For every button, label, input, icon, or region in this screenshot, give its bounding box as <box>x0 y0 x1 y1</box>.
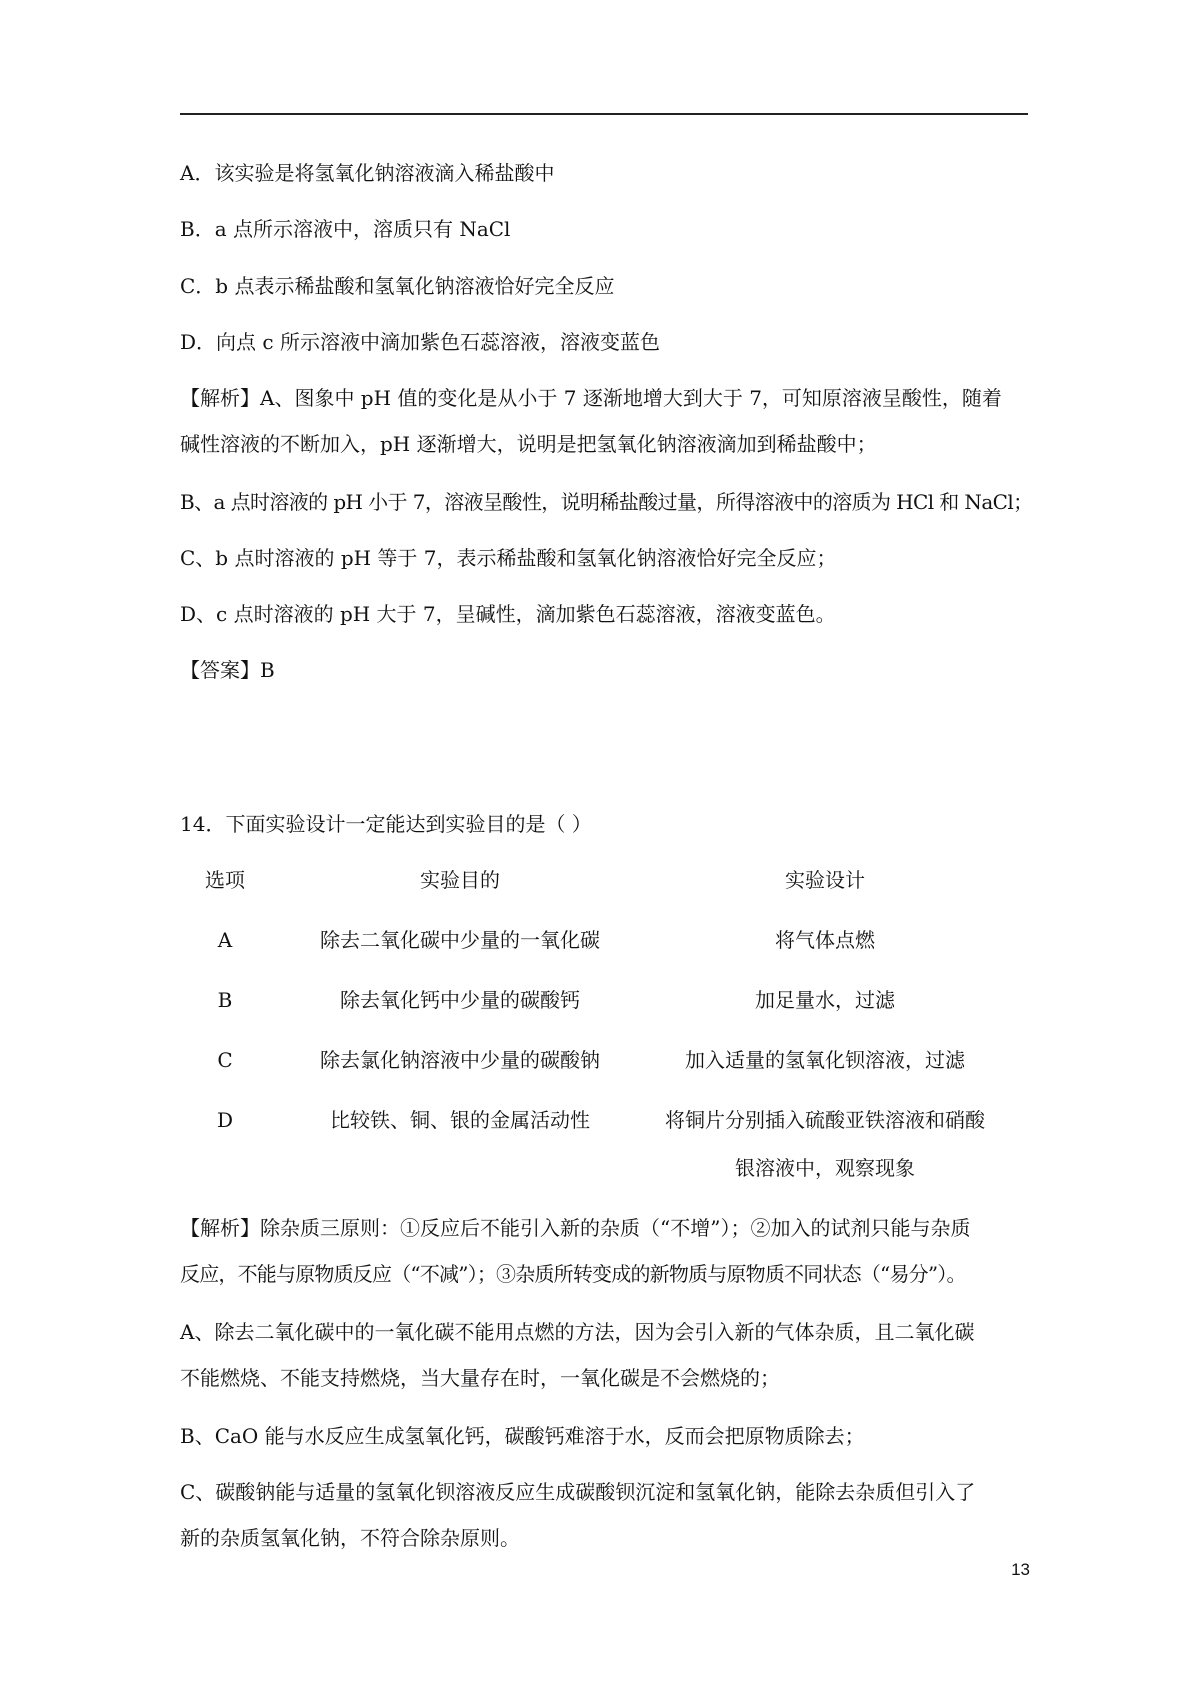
table-cell-design: 将气体点燃 <box>775 928 875 952</box>
table-cell-purpose: 除去氧化钙中少量的碳酸钙 <box>340 988 580 1012</box>
q13-analysis-line: C、b 点时溶液的 pH 等于 7，表示稀盐酸和氢氧化钠溶液恰好完全反应； <box>180 546 837 570</box>
q14-analysis-line: B、CaO 能与水反应生成氢氧化钙，碳酸钙难溶于水，反而会把原物质除去； <box>180 1424 865 1448</box>
page-number: 13 <box>1011 1560 1030 1579</box>
q13-analysis-line: 碱性溶液的不断加入，pH 逐渐增大，说明是把氢氧化钠溶液滴加到稀盐酸中； <box>180 432 877 456</box>
q13-analysis-line: D、c 点时溶液的 pH 大于 7，呈碱性，滴加紫色石蕊溶液，溶液变蓝色。 <box>180 602 836 626</box>
table-cell-purpose: 除去二氧化碳中少量的一氧化碳 <box>320 928 600 952</box>
q13-option-a: A．该实验是将氢氧化钠溶液滴入稀盐酸中 <box>180 161 555 185</box>
table-cell-option: A <box>217 928 233 952</box>
q14-stem: 14．下面实验设计一定能达到实验目的是（ ） <box>180 812 592 836</box>
q14-analysis-line: C、碳酸钠能与适量的氢氧化钡溶液反应生成碳酸钡沉淀和氢氧化钠，能除去杂质但引入了 <box>180 1480 976 1504</box>
table-cell-design: 银溶液中，观察现象 <box>735 1156 915 1180</box>
table-cell-option: C <box>217 1048 233 1072</box>
table-header-option: 选项 <box>205 868 245 892</box>
table-header-purpose: 实验目的 <box>420 868 500 892</box>
header-rule <box>180 113 1028 115</box>
table-cell-option: B <box>217 988 233 1012</box>
table-header-design: 实验设计 <box>785 868 865 892</box>
table-cell-design: 加足量水，过滤 <box>755 988 895 1012</box>
q13-analysis-line: 【解析】A、图象中 pH 值的变化是从小于 7 逐渐地增大到大于 7，可知原溶液呈酸性，随着 <box>180 386 1002 410</box>
q14-analysis-line: 不能燃烧、不能支持燃烧，当大量存在时，一氧化碳是不会燃烧的； <box>180 1366 780 1390</box>
q13-option-b: B．a 点所示溶液中，溶质只有 NaCl <box>180 217 511 241</box>
table-cell-design: 加入适量的氢氧化钡溶液，过滤 <box>685 1048 965 1072</box>
table-cell-design: 将铜片分别插入硫酸亚铁溶液和硝酸 <box>665 1108 985 1132</box>
table-cell-option: D <box>216 1108 234 1132</box>
q13-option-c: C．b 点表示稀盐酸和氢氧化钠溶液恰好完全反应 <box>180 274 615 298</box>
q14-analysis-line: 反应，不能与原物质反应（“不减”）；③杂质所转变成的新物质与原物质不同状态（“易分”）。 <box>180 1262 966 1286</box>
q13-answer: 【答案】B <box>180 658 275 682</box>
table-cell-purpose: 除去氯化钠溶液中少量的碳酸钠 <box>320 1048 600 1072</box>
table-cell-purpose: 比较铁、铜、银的金属活动性 <box>330 1108 590 1132</box>
q13-option-d: D．向点 c 所示溶液中滴加紫色石蕊溶液，溶液变蓝色 <box>180 330 660 354</box>
q14-analysis-line: 【解析】除杂质三原则：①反应后不能引入新的杂质（“不增”）；②加入的试剂只能与杂质 <box>180 1216 971 1240</box>
q14-analysis-line: 新的杂质氢氧化钠，不符合除杂原则。 <box>180 1526 520 1550</box>
q14-analysis-line: A、除去二氧化碳中的一氧化碳不能用点燃的方法，因为会引入新的气体杂质，且二氧化碳 <box>180 1320 975 1344</box>
q13-analysis-line: B、a 点时溶液的 pH 小于 7，溶液呈酸性，说明稀盐酸过量，所得溶液中的溶质为 HCl 和 NaCl； <box>180 490 1033 514</box>
